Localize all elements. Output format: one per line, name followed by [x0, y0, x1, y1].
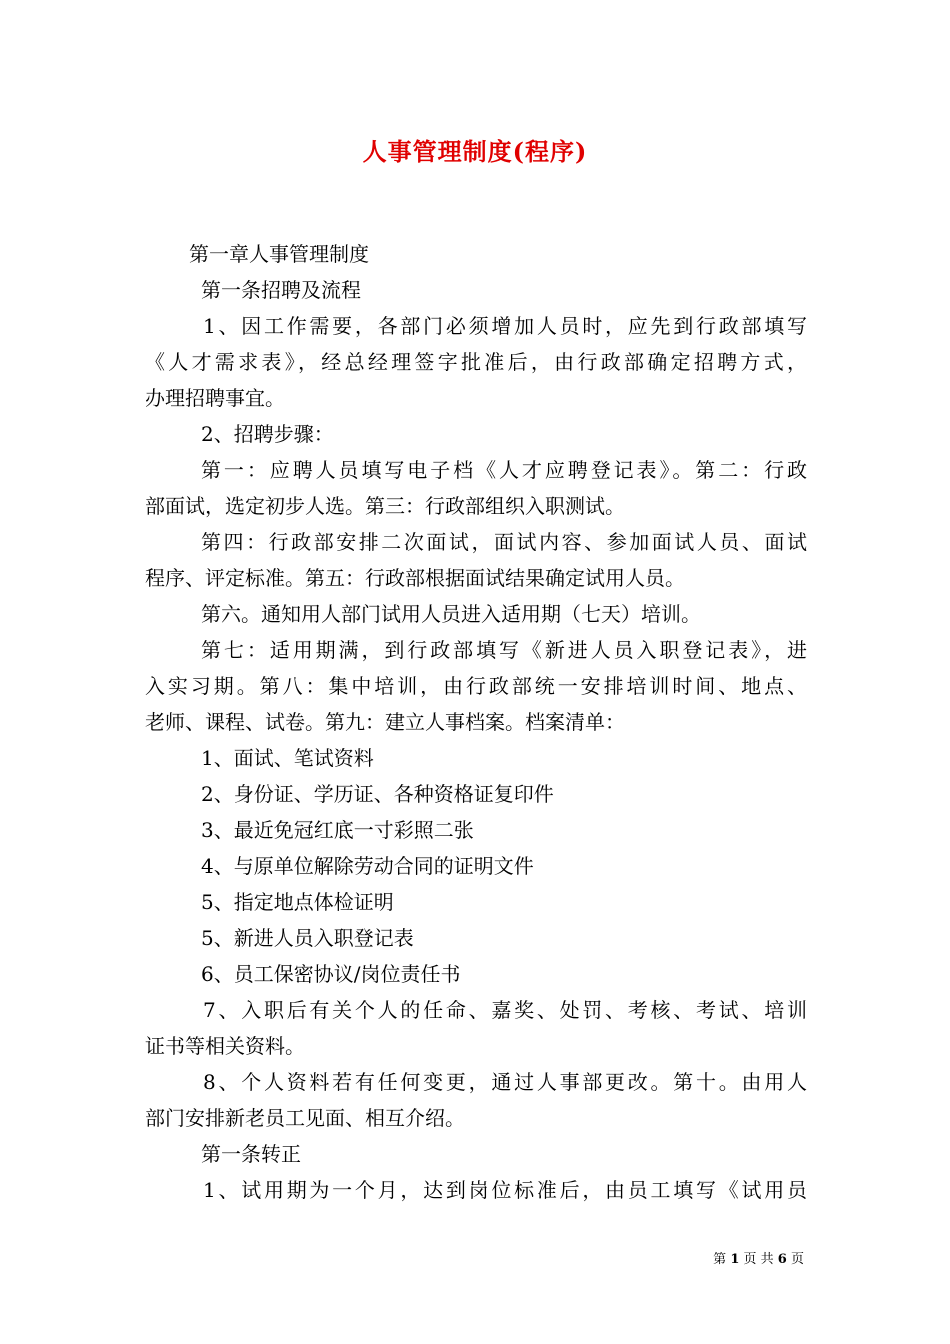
list-item: 5、新进人员入职登记表	[201, 926, 414, 950]
paragraph-line: 老师、课程、试卷。第九：建立人事档案。档案清单：	[145, 710, 625, 734]
document-title: 人事管理制度(程序)	[362, 137, 588, 166]
current-page-number: 1	[730, 1252, 740, 1267]
list-item: 1、面试、笔试资料	[201, 746, 374, 770]
footer-suffix: 页	[790, 1252, 804, 1267]
list-item: 3、最近免冠红底一寸彩照二张	[201, 818, 474, 842]
page-footer	[640, 1248, 804, 1267]
paragraph-line: 程序、评定标准。第五：行政部根据面试结果确定试用人员。	[145, 566, 685, 590]
paragraph-line: 部门安排新老员工见面、相互介绍。	[145, 1106, 465, 1130]
paragraph-line: 办理招聘事宜。	[145, 386, 285, 410]
paragraph-line: 1、试用期为一个月，达到岗位标准后，由员工填写《试用员	[203, 1178, 807, 1202]
total-pages-number: 6	[777, 1252, 787, 1267]
paragraph-line: 证书等相关资料。	[145, 1034, 305, 1058]
list-item: 5、指定地点体检证明	[201, 890, 394, 914]
paragraph-line: 1、因工作需要，各部门必须增加人员时，应先到行政部填写	[203, 314, 807, 338]
footer-middle: 页 共	[743, 1252, 774, 1267]
chapter-heading: 第一章人事管理制度	[189, 242, 369, 266]
footer-prefix: 第	[713, 1252, 727, 1267]
paragraph-line: 第六。通知用人部门试用人员进入适用期（七天）培训。	[201, 602, 701, 626]
paragraph-line: 入实习期。第八：集中培训，由行政部统一安排培训时间、地点、	[145, 674, 807, 698]
paragraph-line: 2、招聘步骤：	[201, 422, 334, 446]
paragraph-line: 第四：行政部安排二次面试，面试内容、参加面试人员、面试	[201, 530, 807, 554]
list-item: 4、与原单位解除劳动合同的证明文件	[201, 854, 534, 878]
list-item: 2、身份证、学历证、各种资格证复印件	[201, 782, 554, 806]
list-item: 6、员工保密协议/岗位责任书	[201, 962, 461, 986]
list-item: 8、个人资料若有任何变更，通过人事部更改。第十。由用人	[203, 1070, 807, 1094]
list-item: 7、入职后有关个人的任命、嘉奖、处罚、考核、考试、培训	[203, 998, 807, 1022]
article-heading: 第一条转正	[201, 1142, 301, 1166]
paragraph-line: 第一：应聘人员填写电子档《人才应聘登记表》。第二：行政	[201, 458, 807, 482]
paragraph-line: 《人才需求表》，经总经理签字批准后，由行政部确定招聘方式，	[145, 350, 807, 374]
document-body	[145, 236, 807, 1208]
article-heading: 第一条招聘及流程	[201, 278, 361, 302]
paragraph-line: 部面试，选定初步人选。第三：行政部组织入职测试。	[145, 494, 625, 518]
paragraph-line: 第七：适用期满，到行政部填写《新进人员入职登记表》，进	[201, 638, 807, 662]
